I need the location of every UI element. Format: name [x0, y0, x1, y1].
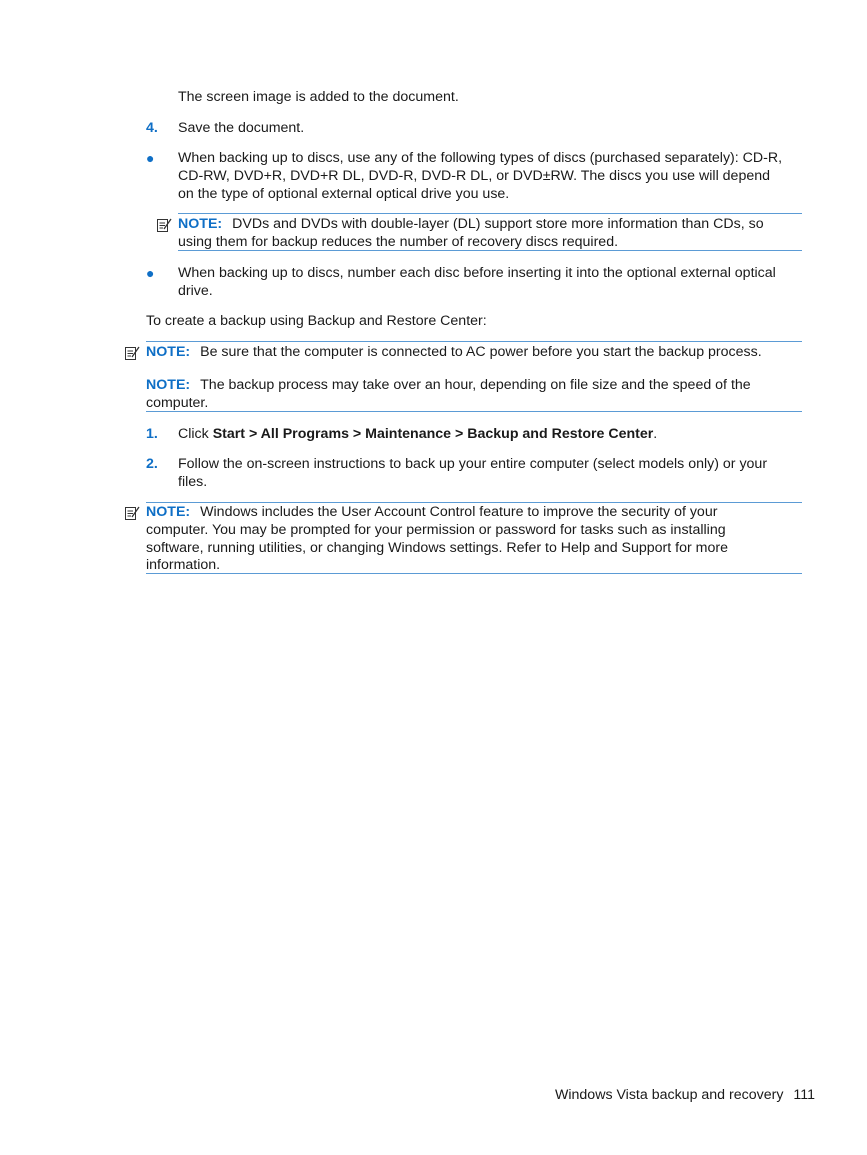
note-line: software, running utilities, or changing Windows settings. Refer to Help and Support for more [146, 540, 728, 556]
bullet-dot-icon: ● [146, 265, 155, 281]
note-icon [124, 345, 140, 361]
note-line [178, 216, 764, 234]
note-label: NOTE: [146, 377, 191, 393]
step-text-suffix: . [653, 426, 658, 442]
note-bottom-rule [178, 250, 802, 251]
step-line: Follow the on-screen instructions to back up your entire computer (select models only) or your [178, 456, 768, 472]
note-line [146, 504, 717, 522]
note-text: The backup process may take over an hour, depending on file size and the speed of the [200, 377, 751, 393]
note-top-rule [146, 341, 802, 342]
step-3-continuation: The screen image is added to the document. [178, 89, 459, 105]
bullet-line: drive. [178, 283, 213, 299]
step-number: 4. [146, 120, 158, 136]
note-bottom-rule [146, 411, 802, 412]
intro-paragraph: To create a backup using Backup and Restore Center: [146, 313, 487, 329]
note-icon [156, 217, 172, 233]
bullet-line: on the type of optional external optical drive you use. [178, 186, 510, 202]
bullet-line: When backing up to discs, number each disc before inserting it into the optional external optical [178, 265, 776, 281]
note-line [146, 377, 751, 395]
note-bottom-rule [146, 573, 802, 574]
step-line: files. [178, 474, 208, 490]
bullet-line: CD-RW, DVD+R, DVD+R DL, DVD-R, DVD-R DL, or DVD±RW. The discs you use will depend [178, 168, 771, 184]
note-label: NOTE: [146, 344, 191, 360]
step-text [178, 426, 657, 444]
step-text-prefix: Click [178, 426, 213, 442]
note-icon [124, 505, 140, 521]
note-line: computer. [146, 395, 209, 411]
step-number: 2. [146, 456, 158, 472]
note-label: NOTE: [146, 504, 191, 520]
note-text: DVDs and DVDs with double-layer (DL) support store more information than CDs, so [232, 216, 764, 232]
note-line: computer. You may be prompted for your permission or password for tasks such as installing [146, 522, 726, 538]
bullet-line: When backing up to discs, use any of the following types of discs (purchased separately): CD-R, [178, 150, 783, 166]
note-line [146, 344, 762, 362]
page-footer [555, 1087, 815, 1105]
step-text: Save the document. [178, 120, 305, 136]
note-line: using them for backup reduces the number of recovery discs required. [178, 234, 619, 250]
bullet-dot-icon: ● [146, 150, 155, 166]
footer-section-title: Windows Vista backup and recovery [554, 1087, 784, 1103]
note-top-rule [178, 213, 802, 214]
step-number: 1. [146, 426, 158, 442]
page-number: 111 [793, 1087, 815, 1103]
note-text: Be sure that the computer is connected to AC power before you start the backup process. [200, 344, 762, 360]
note-top-rule [146, 502, 802, 503]
note-label: NOTE: [178, 216, 223, 232]
note-line: information. [146, 557, 221, 573]
menu-path: Start > All Programs > Maintenance > Backup and Restore Center [212, 426, 654, 442]
note-text: Windows includes the User Account Control feature to improve the security of your [200, 504, 718, 520]
